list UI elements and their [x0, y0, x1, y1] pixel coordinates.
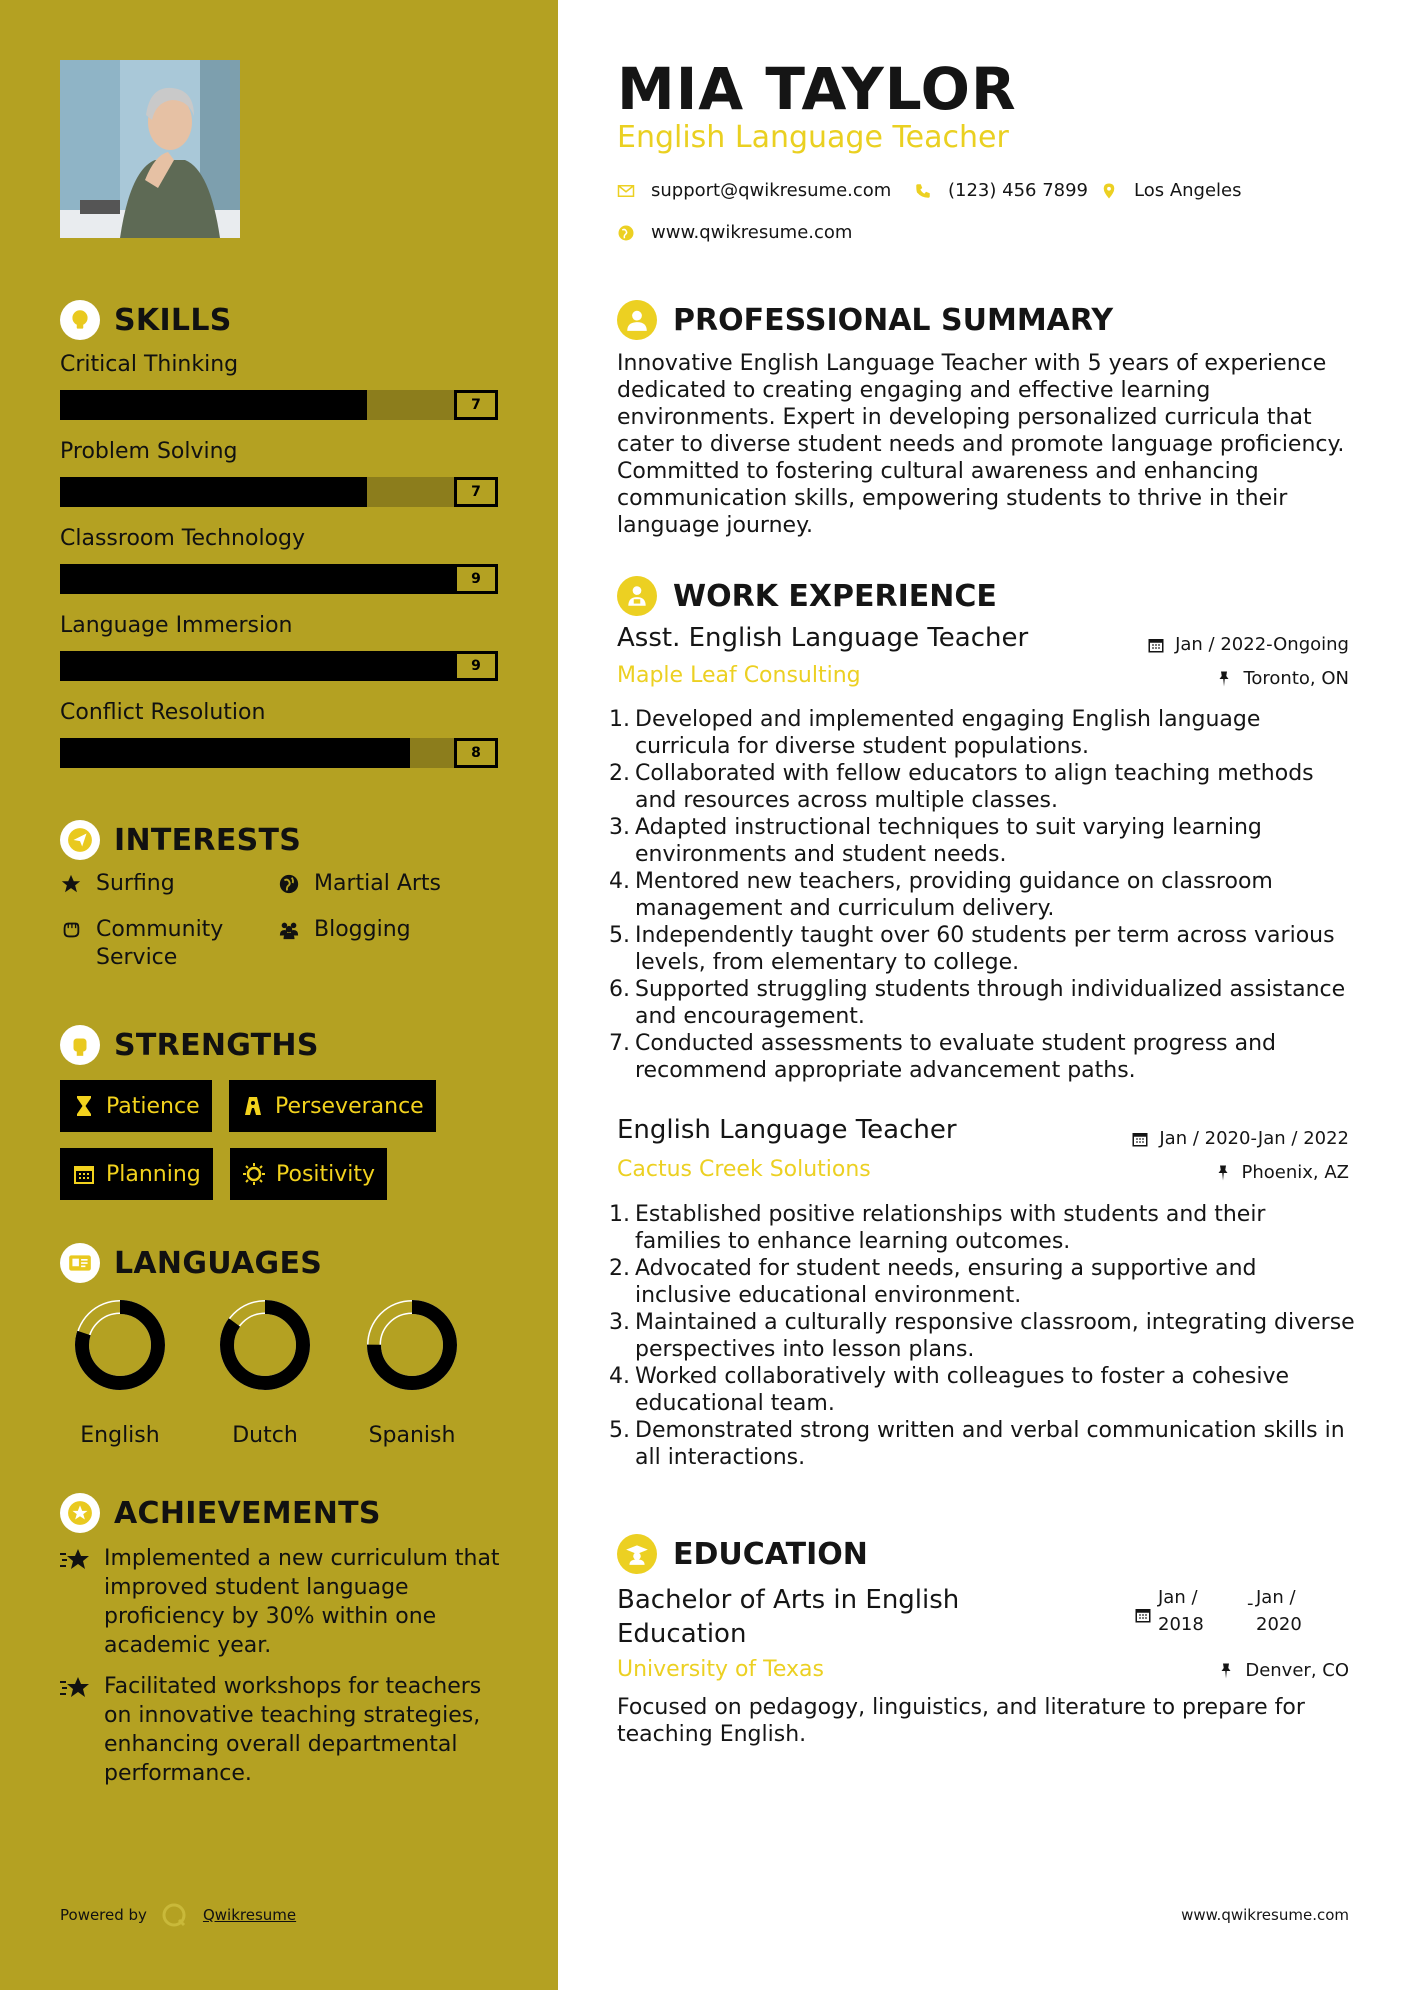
skill-bar: [60, 477, 498, 507]
skill-bar: [60, 564, 498, 594]
experience-heading: WORK EXPERIENCE: [617, 576, 997, 616]
phone-icon: [914, 182, 932, 200]
education-degree: Bachelor of Arts in English Education: [617, 1585, 960, 1649]
job-bullet: 6. Supported struggling students through individualized assistance and encouragement.: [609, 977, 1346, 1029]
hiker-icon: [241, 1094, 265, 1118]
language-name: English: [80, 1423, 160, 1448]
interest-item: Surfing: [60, 870, 175, 898]
hourglass-icon: [72, 1094, 96, 1118]
hand-icon: [60, 919, 82, 941]
education-end-date: Jan / 2020: [1256, 1587, 1302, 1635]
job-bullet: 3. Maintained a culturally responsive classroom, integrating diverse perspectives into lesson plans.: [609, 1310, 1355, 1362]
skill-bar-fill: [60, 738, 410, 768]
skill-score: 7: [454, 390, 498, 420]
calendar-icon: [1147, 636, 1165, 654]
qwikresume-link[interactable]: Qwikresume: [202, 1906, 297, 1924]
job-bullet: 1. Developed and implemented engaging English language curricula for diverse student populations.: [609, 707, 1261, 759]
education-calendar: [1134, 1590, 1152, 1632]
pin-icon: [1214, 1164, 1232, 1182]
job-bullets: [609, 1201, 1357, 1471]
skill-item: [60, 437, 498, 507]
sidebar: [0, 0, 558, 1990]
achievements-heading: ACHIEVEMENTS: [60, 1493, 381, 1533]
graduate-icon: [617, 1534, 657, 1574]
summary-text: Innovative English Language Teacher with 5 years of experience dedicated to creating engaging and effective learning environments. Expert in developing personalized curricula that cater to diverse student needs and promote language proficiency. Committed to fostering cultural awareness and enhancing communication skills, empowering students to thrive in their language journey.: [617, 351, 1345, 538]
skill-item: [60, 524, 498, 594]
job-bullet: 2. Advocated for student needs, ensuring a supportive and inclusive educational environment.: [609, 1256, 1257, 1308]
user-icon: [617, 300, 657, 340]
education-start-date: Jan / 2018: [1158, 1587, 1204, 1635]
skill-name: Classroom Technology: [60, 526, 306, 551]
profile-photo: [60, 60, 240, 238]
job-company: Cactus Creek Solutions: [617, 1157, 871, 1182]
interest-item: Community Service: [60, 916, 240, 972]
pin-icon: [1215, 670, 1233, 688]
skill-name: Conflict Resolution: [60, 700, 266, 725]
map-pin-icon: [1100, 182, 1118, 200]
strength-badge: Patience: [60, 1080, 212, 1132]
education-heading: EDUCATION: [617, 1534, 868, 1574]
shooting-star-icon: [60, 1546, 92, 1574]
contact-location: Los Angeles: [1100, 180, 1242, 201]
footer-website[interactable]: www.qwikresume.com: [1181, 1906, 1349, 1924]
summary-heading: PROFESSIONAL SUMMARY: [617, 300, 1113, 340]
globe-icon: [278, 873, 300, 895]
job-location: Phoenix, AZ: [1214, 1162, 1350, 1183]
skill-score: 8: [454, 738, 498, 768]
skill-item: [60, 698, 498, 768]
fist-icon: [60, 1025, 100, 1065]
job-bullet: 1. Established positive relationships with students and their families to enhance learning outcomes.: [609, 1202, 1266, 1254]
language-name: Dutch: [232, 1423, 298, 1448]
globe-icon: [617, 224, 635, 242]
job-bullet: 4. Worked collaboratively with colleagues to foster a cohesive educational team.: [609, 1364, 1289, 1416]
language-item: [60, 1297, 180, 1448]
skill-name: Problem Solving: [60, 439, 238, 464]
briefcase-user-icon: [617, 576, 657, 616]
skill-bar-fill: [60, 477, 367, 507]
skill-item: [60, 350, 498, 420]
skill-item: [60, 611, 498, 681]
education-location: Denver, CO: [1217, 1660, 1349, 1681]
job-dates: Jan / 2022-Ongoing: [1147, 634, 1349, 655]
strengths-heading: STRENGTHS: [60, 1025, 319, 1065]
skill-bar: [60, 738, 498, 768]
languages-heading: LANGUAGES: [60, 1243, 322, 1283]
skill-score: 7: [454, 477, 498, 507]
skill-bar-fill: [60, 564, 454, 594]
envelope-icon: [617, 182, 635, 200]
interest-item: Blogging: [278, 916, 411, 944]
skill-bar: [60, 390, 498, 420]
language-ring: [72, 1297, 168, 1393]
job-dates: Jan / 2020-Jan / 2022: [1131, 1128, 1349, 1149]
education-date-separator: -: [1247, 1593, 1254, 1614]
job-bullet: 5. Demonstrated strong written and verbal communication skills in all interactions.: [609, 1418, 1345, 1470]
candidate-name: MIA TAYLOR: [617, 55, 1017, 123]
job-bullet: 2. Collaborated with fellow educators to align teaching methods and resources across multiple classes.: [609, 761, 1314, 813]
skills-heading: SKILLS: [60, 300, 232, 340]
achievement-item: Implemented a new curriculum that improved student language proficiency by 30% within one academic year.: [60, 1544, 500, 1660]
job-bullet: 4. Mentored new teachers, providing guidance on classroom management and curriculum delivery.: [609, 869, 1273, 921]
trophy-star-icon: [60, 1493, 100, 1533]
interest-item: Martial Arts: [278, 870, 441, 898]
language-item: [352, 1297, 472, 1448]
job-bullet: 7. Conducted assessments to evaluate student progress and recommend appropriate advancement paths.: [609, 1031, 1276, 1083]
paper-plane-icon: [60, 820, 100, 860]
skill-bar-fill: [60, 390, 367, 420]
education-school: University of Texas: [617, 1657, 824, 1682]
strength-badge: Perseverance: [229, 1080, 436, 1132]
calendar-icon: [72, 1162, 96, 1186]
job-company: Maple Leaf Consulting: [617, 663, 861, 688]
contact-website[interactable]: www.qwikresume.com: [617, 222, 852, 243]
job-bullet: 5. Independently taught over 60 students per term across various levels, from elementary to college.: [609, 923, 1335, 975]
sun-icon: [242, 1162, 266, 1186]
language-ring: [217, 1297, 313, 1393]
skill-bar: [60, 651, 498, 681]
job-bullets: [609, 706, 1357, 1084]
job-location: Toronto, ON: [1215, 668, 1349, 689]
language-name: Spanish: [368, 1423, 456, 1448]
skill-score: 9: [454, 564, 498, 594]
strength-badge: Planning: [60, 1148, 213, 1200]
job-title: Asst. English Language Teacher: [617, 623, 1029, 653]
strength-badge: Positivity: [230, 1148, 387, 1200]
shooting-star-icon: [60, 1674, 92, 1702]
id-card-icon: [60, 1243, 100, 1283]
contact-phone[interactable]: (123) 456 7899: [914, 180, 1088, 201]
pin-icon: [1217, 1662, 1235, 1680]
skill-bar-fill: [60, 651, 454, 681]
candidate-title: English Language Teacher: [617, 120, 1009, 155]
job-title: English Language Teacher: [617, 1115, 957, 1145]
education-description: Focused on pedagogy, linguistics, and literature to prepare for teaching English.: [617, 1695, 1305, 1747]
language-item: [205, 1297, 325, 1448]
skill-name: Language Immersion: [60, 613, 293, 638]
calendar-icon: [1131, 1130, 1149, 1148]
qwikresume-logo-icon: [161, 1902, 187, 1928]
job-bullet: 3. Adapted instructional techniques to suit varying learning environments and student needs.: [609, 815, 1262, 867]
skill-score: 9: [454, 651, 498, 681]
contact-email[interactable]: support@qwikresume.com: [617, 180, 891, 201]
star-icon: [60, 873, 82, 895]
users-icon: [278, 919, 300, 941]
calendar-icon: [1134, 1606, 1152, 1624]
lightbulb-icon: [60, 300, 100, 340]
skill-name: Critical Thinking: [60, 352, 239, 377]
achievement-item: Facilitated workshops for teachers on innovative teaching strategies, enhancing overall departmental performance.: [60, 1672, 500, 1788]
powered-by: Powered by Qwikresume: [60, 1902, 296, 1928]
language-ring: [364, 1297, 460, 1393]
interests-heading: INTERESTS: [60, 820, 301, 860]
